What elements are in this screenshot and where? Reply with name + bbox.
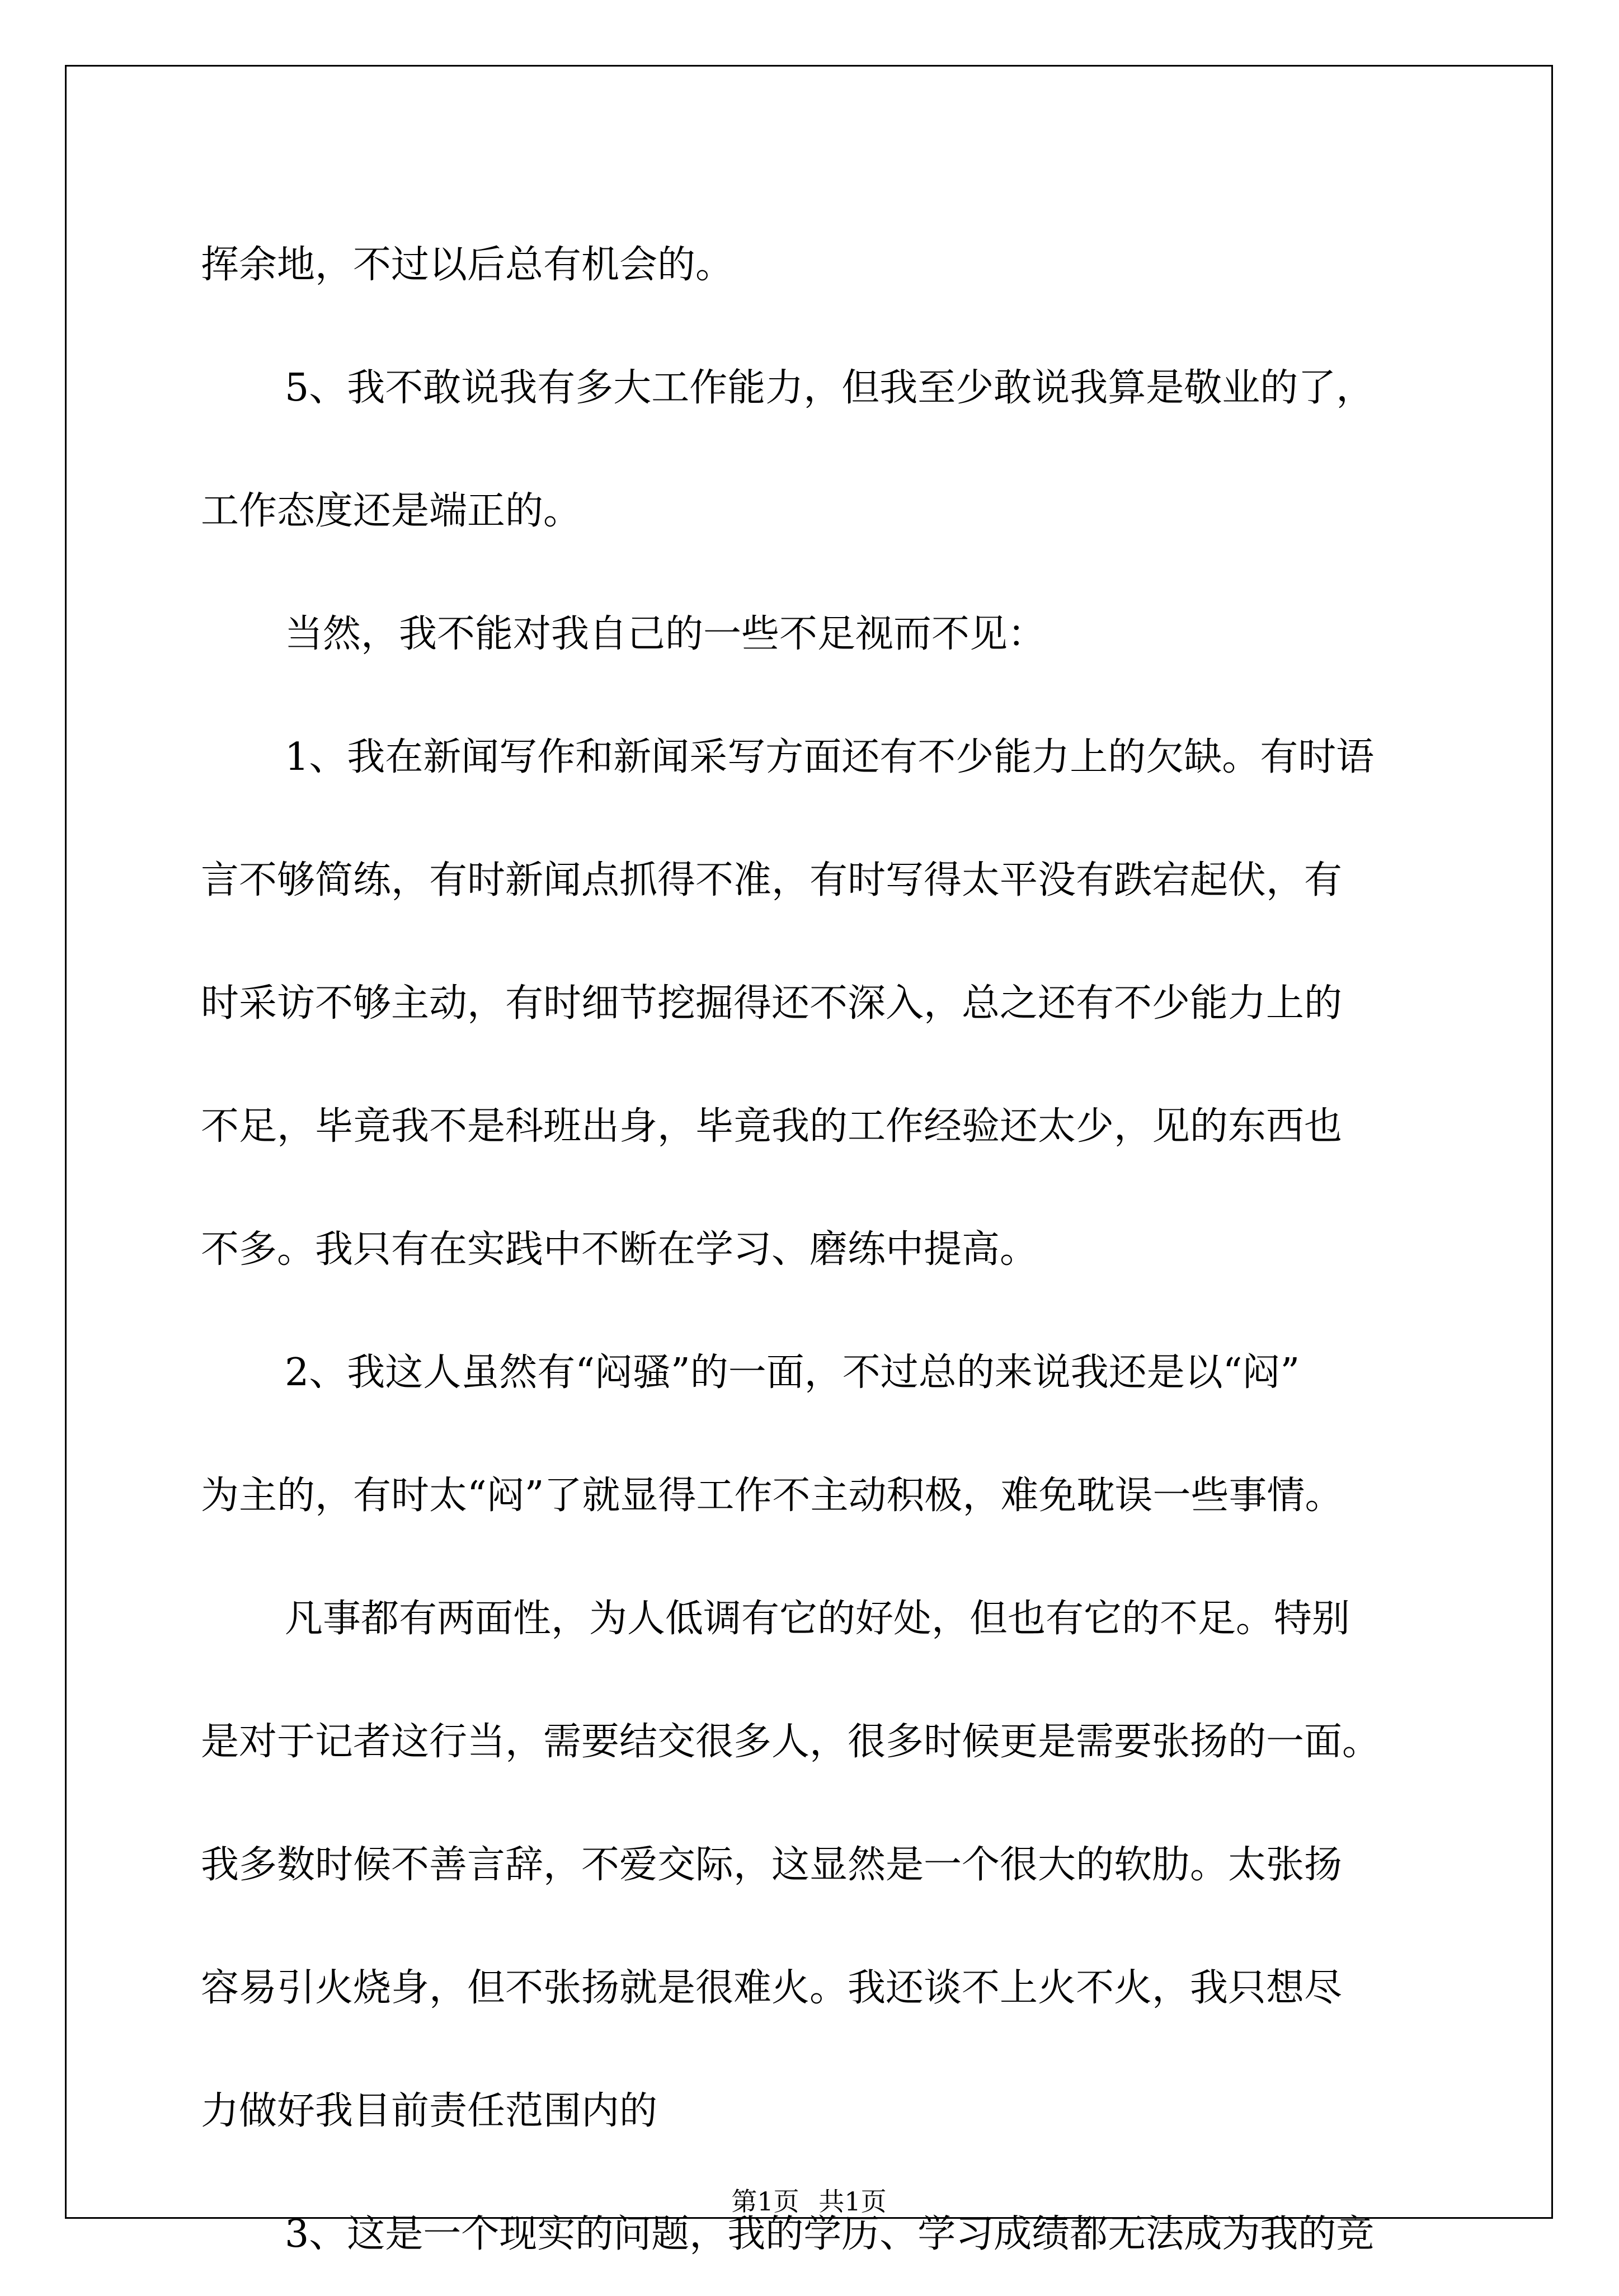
text-line: 工作态度还是端正的。 bbox=[201, 489, 582, 533]
text-line: 容易引火烧身，但不张扬就是很难火。我还谈不上火不火，我只想尽 bbox=[201, 1966, 1343, 2010]
text-line: 言不够简练，有时新闻点抓得不准，有时写得太平没有跌宕起伏，有 bbox=[201, 858, 1343, 902]
text-line: 不足，毕竟我不是科班出身，毕竟我的工作经验还太少，见的东西也 bbox=[201, 1104, 1343, 1149]
page-total: 共1页 bbox=[818, 2186, 887, 2217]
page-footer bbox=[67, 2181, 1551, 2218]
text-line: 2、我这人虽然有“闷骚”的一面，不过总的来说我还是以“闷” bbox=[285, 1351, 1300, 1395]
text-line: 我多数时候不善言辞，不爱交际，这显然是一个很大的软肋。太张扬 bbox=[201, 1843, 1343, 1887]
text-line: 时采访不够主动，有时细节挖掘得还不深入，总之还有不少能力上的 bbox=[201, 981, 1343, 1025]
text-line: 不多。我只有在实践中不断在学习、磨练中提高。 bbox=[201, 1227, 1038, 1272]
document-page bbox=[65, 65, 1553, 2256]
text-line: 凡事都有两面性，为人低调有它的好处，但也有它的不足。特别 bbox=[285, 1597, 1350, 1641]
text-line: 为主的，有时太“闷”了就显得工作不主动积极，难免耽误一些事情。 bbox=[201, 1474, 1343, 1518]
page-number: 第1页 bbox=[731, 2186, 799, 2217]
text-line: 5、我不敢说我有多大工作能力，但我至少敢说我算是敬业的了， bbox=[285, 366, 1375, 410]
text-line: 力做好我目前责任范围内的 bbox=[201, 2089, 658, 2133]
text-line: 1、我在新闻写作和新闻采写方面还有不少能力上的欠缺。有时语 bbox=[285, 735, 1375, 779]
text-line: 当然，我不能对我自己的一些不足视而不见： bbox=[285, 612, 1046, 656]
text-line: 3、这是一个现实的问题，我的学历、学习成绩都无法成为我的竞 bbox=[285, 2212, 1375, 2256]
text-line: 挥余地，不过以后总有机会的。 bbox=[201, 243, 734, 287]
text-line: 是对于记者这行当，需要结交很多人，很多时候更是需要张扬的一面。 bbox=[201, 1720, 1381, 1764]
